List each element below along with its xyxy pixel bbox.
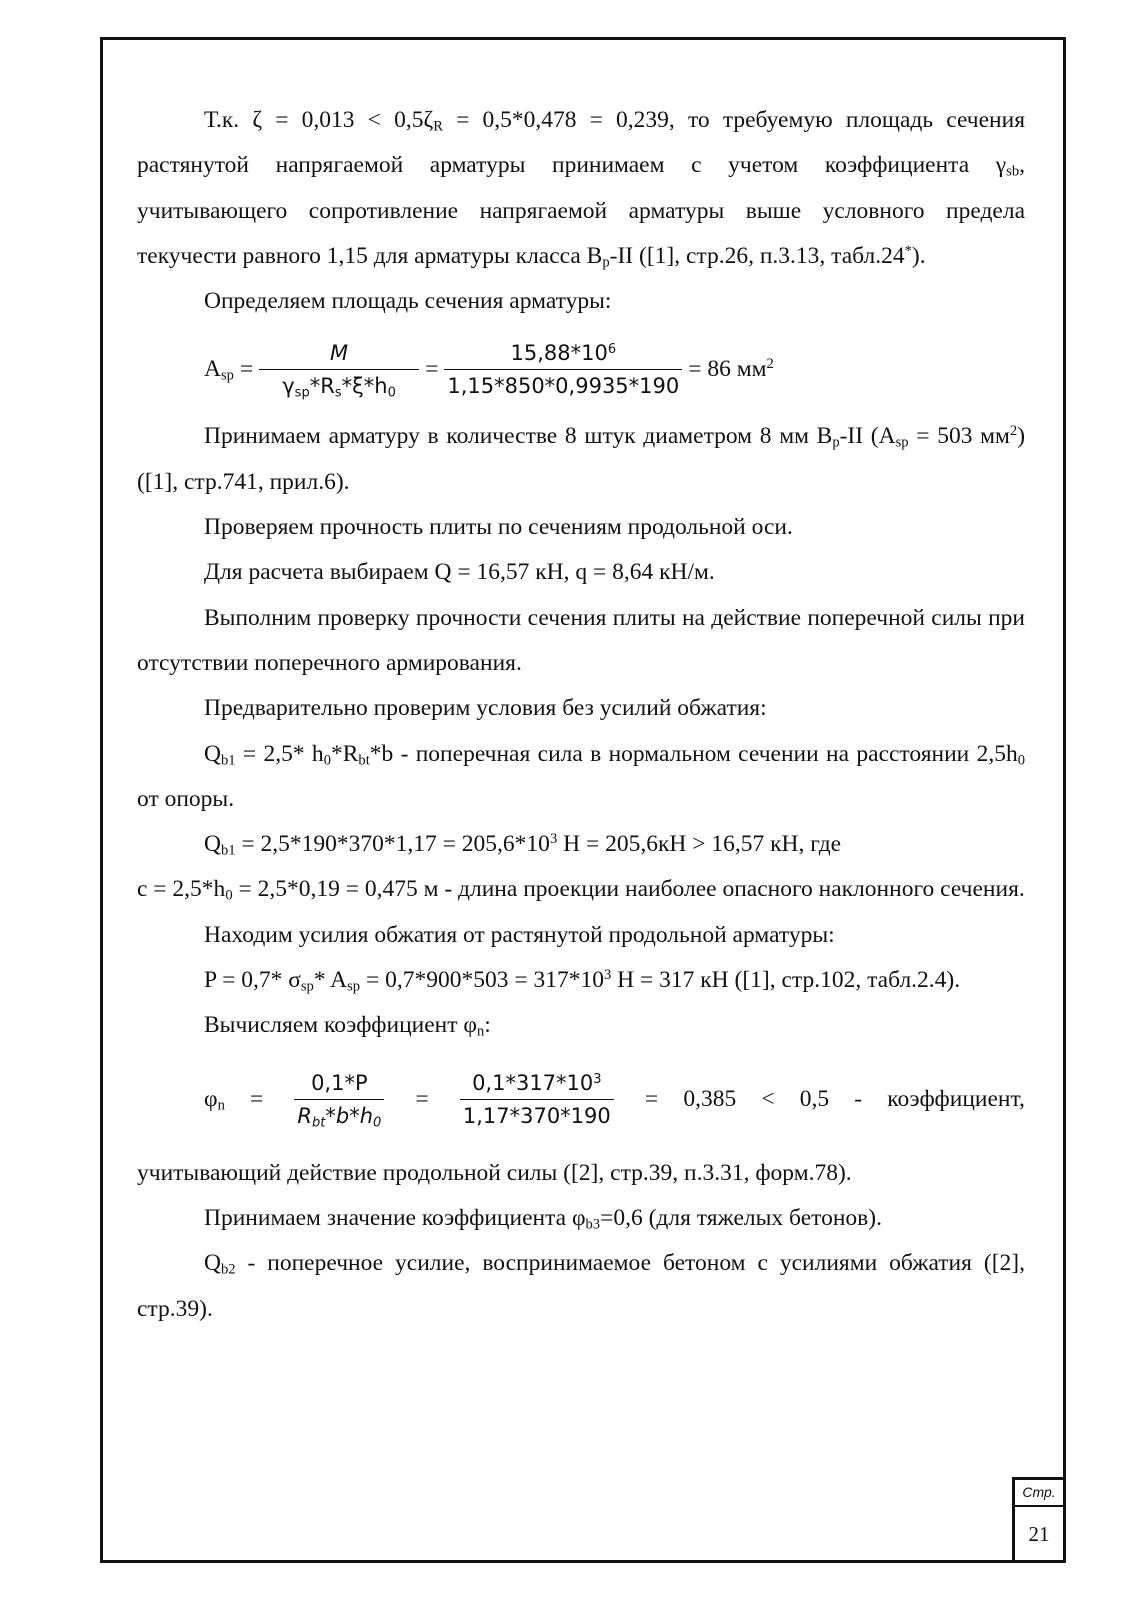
page-number: 21 (1028, 1522, 1050, 1546)
fraction-numerator: M (330, 340, 349, 365)
fraction-denominator: 1,15*850*0,9935*190 (447, 373, 680, 398)
fraction (259, 337, 419, 402)
paragraph: Предварительно проверим условия без усилий обжатия: (204, 695, 767, 722)
fraction-numerator: $0,1*317*10^3$ (472, 1071, 602, 1096)
paragraph: $с = 2,5*h_0 = 2,5*0,19 = 0,475$ м - длина проекции наиболее опасного наклонного сечения. (137, 876, 1025, 905)
fraction (460, 1067, 614, 1132)
fraction (294, 1067, 384, 1132)
equation-result: = 86 $мм^2$ (688, 355, 774, 382)
paragraph: $Q_{b2}$ - поперечное усилие, воспринимаемое бетоном с усилиями обжатия ([2], стр.39). (137, 1250, 1025, 1322)
fraction-numerator: 0,1*P (311, 1071, 368, 1096)
equation-lhs: $A_{sp}$ = (204, 355, 254, 384)
fraction-numerator: $15,88*10^6$ (510, 340, 617, 365)
paragraph: Проверяем прочность плиты по сечениям продольной оси. (204, 514, 793, 541)
paragraph: $Q_{b1} = 2,5*$ $h_0*R_{bt}*b$ - поперечная сила в нормальном сечении на расстоянии $2,5h_0$ от опоры. (137, 740, 1025, 812)
equation-dash: - (854, 1085, 863, 1112)
paragraph: Находим усилия обжатия от растянутой продольной арматуры: (204, 921, 835, 948)
equation-result: 0,385 (683, 1085, 737, 1112)
paragraph: Для расчета выбираем Q = 16,57 кН, q = 8,64 кН/м. (204, 559, 715, 586)
page-number-stamp (1012, 1477, 1066, 1563)
paragraph: Выполним проверку прочности сечения плиты на действие поперечной силы при отсутствии поперечного армирования. (137, 604, 1025, 676)
equation-phi-n: $\varphi_n$ = $\frac{0,1*P}{R_{bt}*b*h_0}$ = $\frac{0,1*317*10^3}{1,17*370*190}$ = 0,385 < 0,5 - коэффициент, (204, 1049, 1025, 1151)
paragraph: Определяем площадь сечения арматуры: (204, 288, 612, 315)
stamp-label: Стр. (1015, 1480, 1063, 1507)
equation-lt: < (761, 1085, 775, 1112)
paragraph: $Q_{b1} = 2,5*190*370*1,17 = 205,6*10^3$ Н = 205,6кН > 16,57 кН, где (204, 831, 842, 859)
fraction-denominator: $\gamma_{sp}*R_s*\xi*h_0$ (282, 373, 396, 401)
paragraph: Т.к. $\zeta = 0,013 < 0,5\zeta_R = 0,5*0,478 = 0,239$, то требуемую площадь сечения растянутой напрягаемой арматуры принимаем с учетом коэффициента $\gamma_{sb}$, учитывающего сопротивление напрягаемой арматуры выше условного предела текучести равного 1,15 для арматуры класса $B_p-II$ ([1], стр.26, п.3.13, табл.24*). (137, 107, 1026, 271)
paragraph: учитывающий действие продольной силы ([2], стр.39, п.3.31, форм.78). (137, 1159, 852, 1186)
equation-limit: 0,5 (799, 1085, 830, 1112)
equation-asp: $A_{sp}$ = $\frac{M}{\gamma_{sp}*R_s*\xi*h_0}$ = $\frac{15,88*10^6}{1,15*850*0,9935*190}$ = 86 $мм^2$ (204, 324, 1025, 414)
paragraph: P = 0,7* $\sigma_{sp}*$ $A_{sp} = 0,7*900*503 = 317*10^3$ Н = 317 кН ([1], стр.102, табл.2.4). (204, 967, 961, 995)
document-body (137, 98, 1025, 1332)
paragraph: Принимаем значение коэффициента $\varphi_{b3}=0,6$ (для тяжелых бетонов). (204, 1204, 882, 1233)
fraction (444, 337, 682, 402)
fraction-denominator: $R_{bt}*b*h_0$ (297, 1104, 382, 1131)
equation-lhs: $\varphi_n$ (204, 1085, 225, 1114)
paragraph: Принимаем арматуру в количестве 8 штук диаметром 8 мм $B_p-II$ ($A_{sp} = 503$ $мм^2$) ([1], стр.741, прил.6). (137, 423, 1026, 495)
paragraph: Вычисляем коэффициент $\varphi_n$: (204, 1012, 491, 1040)
equation-tail: коэффициент, (887, 1085, 1025, 1112)
fraction-denominator: 1,17*370*190 (462, 1104, 611, 1129)
